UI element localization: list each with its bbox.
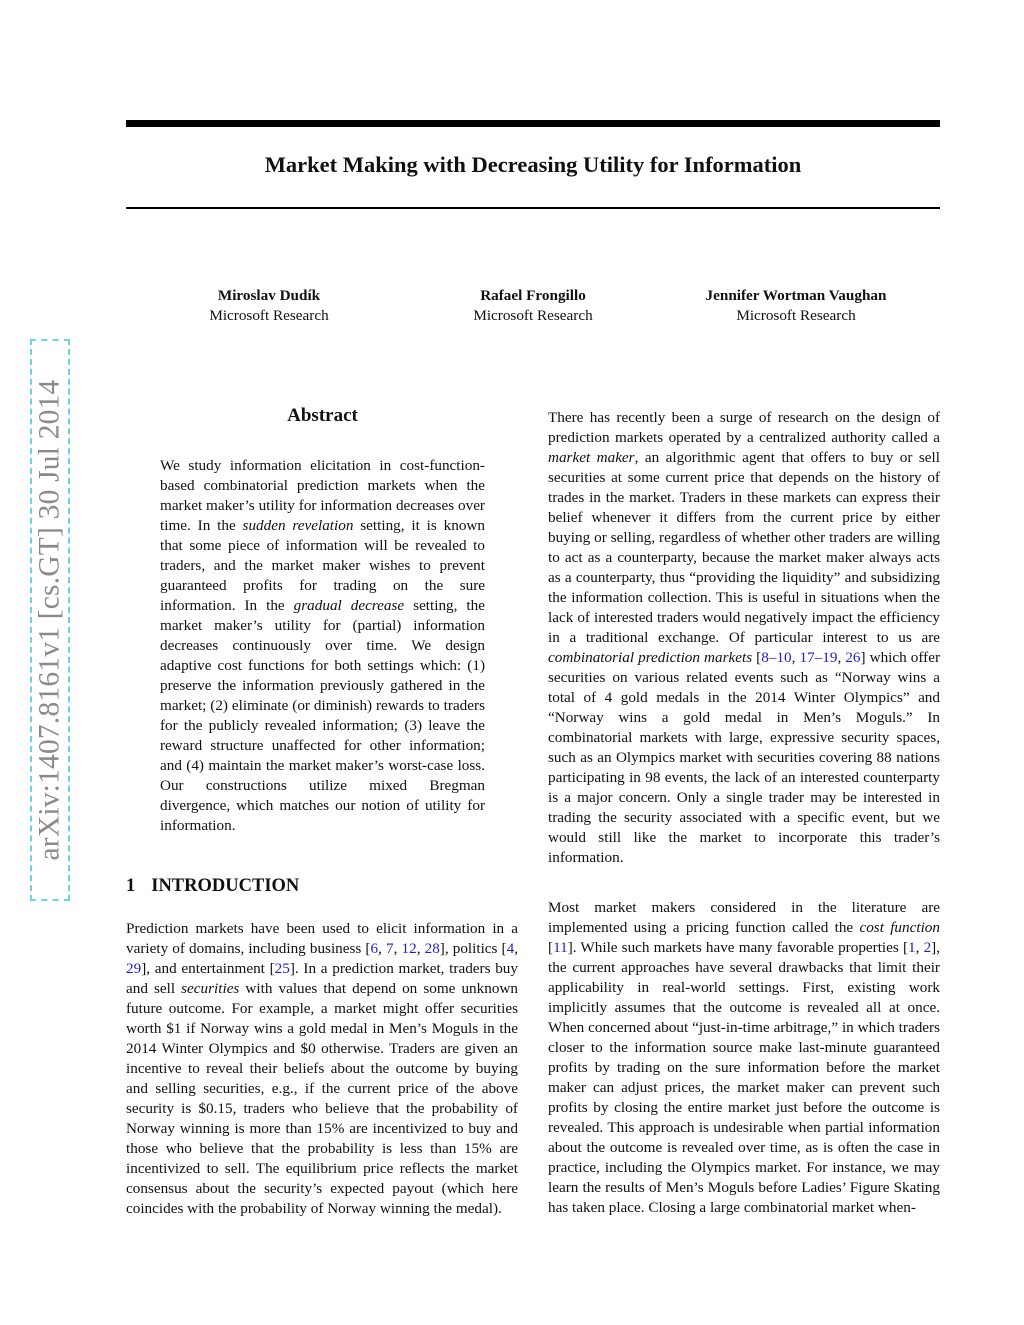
citation-link[interactable]: 25 <box>274 960 290 977</box>
citation-link[interactable]: 4 <box>506 940 515 957</box>
title-rule-bottom <box>126 207 940 209</box>
author-block <box>129 286 409 326</box>
citation-link[interactable]: 2 <box>923 939 932 956</box>
intro-paragraph-1: Prediction markets have been used to elicit information in a variety of domains, including business [6, 7, 12, 28], politics [4, 29], and entertainment [25]. In a prediction market, traders buy and sell securities with values that depend on some unknown future outcome. For example, a market might offer securities worth $1 if Norway wins a gold medal in Men’s Moguls in the 2014 Winter Olympics and $0 otherwise. Traders are given an incentive to reveal their beliefs about the outcome by buying and selling securities, e.g., if the current price of the above security is $0.15, traders who believe that the probability of Norway winning is more than 15% are incentivized to buy and those who believe that the probability is less than 15% are incentivized to sell. The equilibrium price reflects the market consensus about the security’s expected payout (which here coincides with the probability of Norway winning the medal). <box>126 920 519 1217</box>
author-name: Jennifer Wortman Vaughan <box>705 287 887 304</box>
author-name: Rafael Frongillo <box>480 287 586 304</box>
citation-link[interactable]: 28 <box>424 940 440 957</box>
paper-title: Market Making with Decreasing Utility for Information <box>264 152 802 177</box>
citation-link[interactable]: 1 <box>908 939 916 956</box>
author-block <box>393 286 673 326</box>
arxiv-stamp <box>30 339 70 901</box>
intro-paragraph-3: Most market makers considered in the literature are implemented using a pricing function called the cost function [11]. While such markets have many favorable properties [1, 2], the current approaches have several drawbacks that limit their applicability in real-world settings. First, existing work implicitly assumes that the outcome is revealed all at once. When concerned about “just-in-time arbitrage,” in which traders closer to the information source make last-minute guaranteed profits by trading on the sure information before the market maker can adjust prices, the market maker can prevent such profits by closing the entire market just before the outcome is revealed. This approach is undesirable when partial information about the outcome is revealed over time, as is often the case in practice, including the Olympics market. For instance, we may learn the results of Men’s Moguls before Ladies’ Figure Skating has taken place. Closing a large combinatorial market when- <box>548 899 941 1216</box>
author-block <box>656 286 936 326</box>
section-heading-introduction <box>126 876 299 897</box>
abstract-body: We study information elicitation in cost-function-based combinatorial prediction markets when the market maker’s utility for information decreases over time. In the sudden revelation setting, it is known that some piece of information will be revealed to traders, and the market maker wishes to prevent guaranteed profits for trading on the sure information. In the gradual decrease setting, the market maker’s utility for (partial) information decreases continuously over time. We design adaptive cost functions for both settings which: (1) preserve the information previously gathered in the market; (2) eliminate (or diminish) rewards to traders for the publicly revealed information; (3) leave the reward structure unaffected for other information; and (4) maintain the market maker’s worst-case loss. Our constructions utilize mixed Bregman divergence, which matches our notion of utility for information. <box>160 457 485 834</box>
author-affiliation: Microsoft Research <box>473 307 593 324</box>
citation-link[interactable]: 11 <box>553 939 568 956</box>
citation-link[interactable]: 7 <box>386 940 394 957</box>
author-affiliation: Microsoft Research <box>209 307 329 324</box>
author-affiliation: Microsoft Research <box>736 307 856 324</box>
abstract-heading: Abstract <box>287 405 358 426</box>
citation-link[interactable]: 8–10 <box>761 649 792 666</box>
author-name: Miroslav Dudík <box>217 287 321 304</box>
citation-link[interactable]: 29 <box>126 960 142 977</box>
citation-link[interactable]: 17–19 <box>799 649 838 666</box>
citation-link[interactable]: 12 <box>401 940 417 957</box>
intro-paragraph-2: There has recently been a surge of research on the design of prediction markets operated by a centralized authority called a market maker, an algorithmic agent that offers to buy or sell securities at some current price that depends on the history of trades in the market. Traders in these markets can express their belief whenever it differs from the current price by either buying or selling, regardless of whether other traders are willing to act as a counterparty, because the market maker always acts as a counterparty, thus “providing the liquidity” and subsidizing the information collection. This is useful in situations when the lack of interested traders would negatively impact the efficiency in a traditional exchange. Of particular interest to us are combinatorial prediction markets [8–10, 17–19, 26] which offer securities on various related events such as “Norway wins a total of 4 gold medals in the 2014 Winter Olympics” and “Norway wins a gold medal in Men’s Moguls.” In combinatorial markets with large, expressive security spaces, such as an Olympics market with securities covering 88 nations participating in 98 events, the lack of an interested counterparty is a major concern. Only a single trader may be interested in trading the security associated with a specific event, but we would still like the market to incorporate this trader’s information. <box>548 409 941 866</box>
citation-link[interactable]: 6 <box>370 940 379 957</box>
citation-link[interactable]: 26 <box>845 649 861 666</box>
section-number: 1 <box>126 876 136 896</box>
title-rule-top <box>126 120 940 127</box>
arxiv-stamp-text: arXiv:1407.8161v1 [cs.GT] 30 Jul 2014 <box>33 379 66 861</box>
section-title: INTRODUCTION <box>151 876 300 896</box>
